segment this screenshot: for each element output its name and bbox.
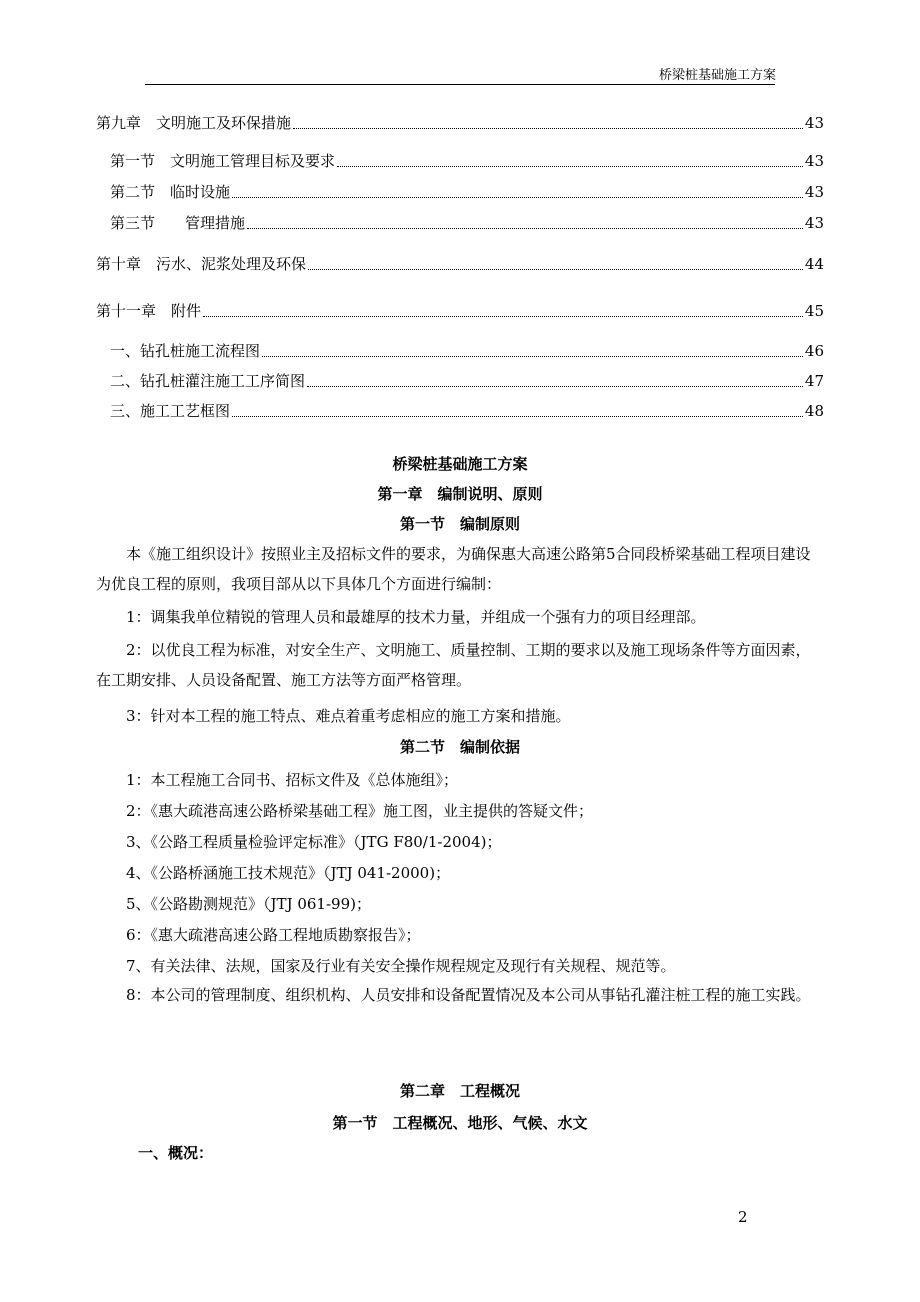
toc-entry[interactable] xyxy=(96,340,824,362)
toc-leader xyxy=(337,165,803,167)
toc-label: 一、钻孔桩施工流程图 xyxy=(110,342,261,360)
header-rule xyxy=(145,84,775,85)
toc-page: 43 xyxy=(804,214,824,232)
chapter-2-heading: 第二章 工程概况 xyxy=(399,1082,520,1100)
toc-label: 第十章 污水、泥浆处理及环保 xyxy=(96,255,307,273)
toc-label: 第一节 文明施工管理目标及要求 xyxy=(110,152,336,170)
section-2-item: 5、《公路勘测规范》（JTJ 061-99)； xyxy=(126,895,371,913)
section-2-item-8: 8：本公司的管理制度、组织机构、人员安排和设备配置情况及本公司从事钻孔灌注桩工程的施工实践。 xyxy=(126,986,811,1004)
toc-label: 第九章 文明施工及环保措施 xyxy=(96,114,292,132)
toc-leader xyxy=(293,127,803,129)
section-2-item: 7、有关法律、法规，国家及行业有关安全操作规程规定及现行有关规程、规范等。 xyxy=(126,957,676,975)
toc-leader xyxy=(307,385,803,387)
toc-page: 44 xyxy=(804,255,824,273)
toc-page: 43 xyxy=(804,152,824,170)
toc-page: 47 xyxy=(804,372,824,390)
chapter-1-heading: 第一章 编制说明、原则 xyxy=(377,485,543,503)
toc-entry[interactable] xyxy=(96,300,824,322)
toc-entry[interactable] xyxy=(96,370,824,392)
toc-leader xyxy=(203,315,803,317)
toc-entry[interactable] xyxy=(96,400,824,422)
section-1-item-3: 3：针对本工程的施工特点、难点着重考虑相应的施工方案和措施。 xyxy=(126,707,571,725)
toc-page: 43 xyxy=(804,183,824,201)
toc-label: 第二节 临时设施 xyxy=(110,183,231,201)
section-2-item: 3、《公路工程质量检验评定标准》（JTG F80/1-2004)； xyxy=(126,833,502,851)
toc-leader xyxy=(232,415,803,417)
toc-leader xyxy=(308,268,803,270)
chapter-2-section-1-heading: 第一节 工程概况、地形、气候、水文 xyxy=(332,1114,588,1132)
toc-leader xyxy=(232,196,803,198)
toc-page: 48 xyxy=(804,402,824,420)
document-title: 桥梁桩基础施工方案 xyxy=(392,455,528,473)
toc-leader xyxy=(247,227,803,229)
toc-label: 三、施工工艺框图 xyxy=(110,402,231,420)
section-1-intro: 本《施工组织设计》按照业主及招标文件的要求，为确保惠大高速公路第5合同段桥梁基础工程项目建设为优良工程的原则，我项目部从以下具体几个方面进行编制： xyxy=(96,545,811,593)
toc-page: 43 xyxy=(804,114,824,132)
running-header-title: 桥梁桩基础施工方案 xyxy=(658,68,776,83)
section-2-item: 6：《惠大疏港高速公路工程地质勘察报告》； xyxy=(126,926,421,944)
toc-entry[interactable] xyxy=(96,150,824,172)
section-2-item: 1：本工程施工合同书、招标文件及《总体施组》； xyxy=(126,771,459,789)
toc-page: 46 xyxy=(804,342,824,360)
section-1-item-1: 1：调集我单位精锐的管理人员和最雄厚的技术力量，并组成一个强有力的项目经理部。 xyxy=(126,608,706,626)
toc-entry[interactable] xyxy=(96,112,824,134)
section-1-heading: 第一节 编制原则 xyxy=(399,515,520,533)
overview-subheading: 一、概况： xyxy=(138,1144,214,1162)
toc-page: 45 xyxy=(804,302,824,320)
toc-entry[interactable] xyxy=(96,212,824,234)
toc-label: 二、钻孔桩灌注施工工序简图 xyxy=(110,372,306,390)
toc-entry[interactable] xyxy=(96,253,824,275)
section-2-item: 2：《惠大疏港高速公路桥梁基础工程》施工图，业主提供的答疑文件； xyxy=(126,802,594,820)
toc-entry[interactable] xyxy=(96,181,824,203)
section-2-item: 4、《公路桥涵施工技术规范》（JTJ 041-2000)； xyxy=(126,864,451,882)
page-number: 2 xyxy=(738,1208,748,1226)
toc-label: 第十一章 附件 xyxy=(96,302,202,320)
toc-leader xyxy=(262,355,803,357)
section-2-heading: 第二节 编制依据 xyxy=(399,738,520,756)
section-1-item-2: 2：以优良工程为标准，对安全生产、文明施工、质量控制、工期的要求以及施工现场条件等方面因素，在工期安排、人员设备配置、施工方法等方面严格管理。 xyxy=(96,641,811,689)
toc-label: 第三节 管理措施 xyxy=(110,214,246,232)
